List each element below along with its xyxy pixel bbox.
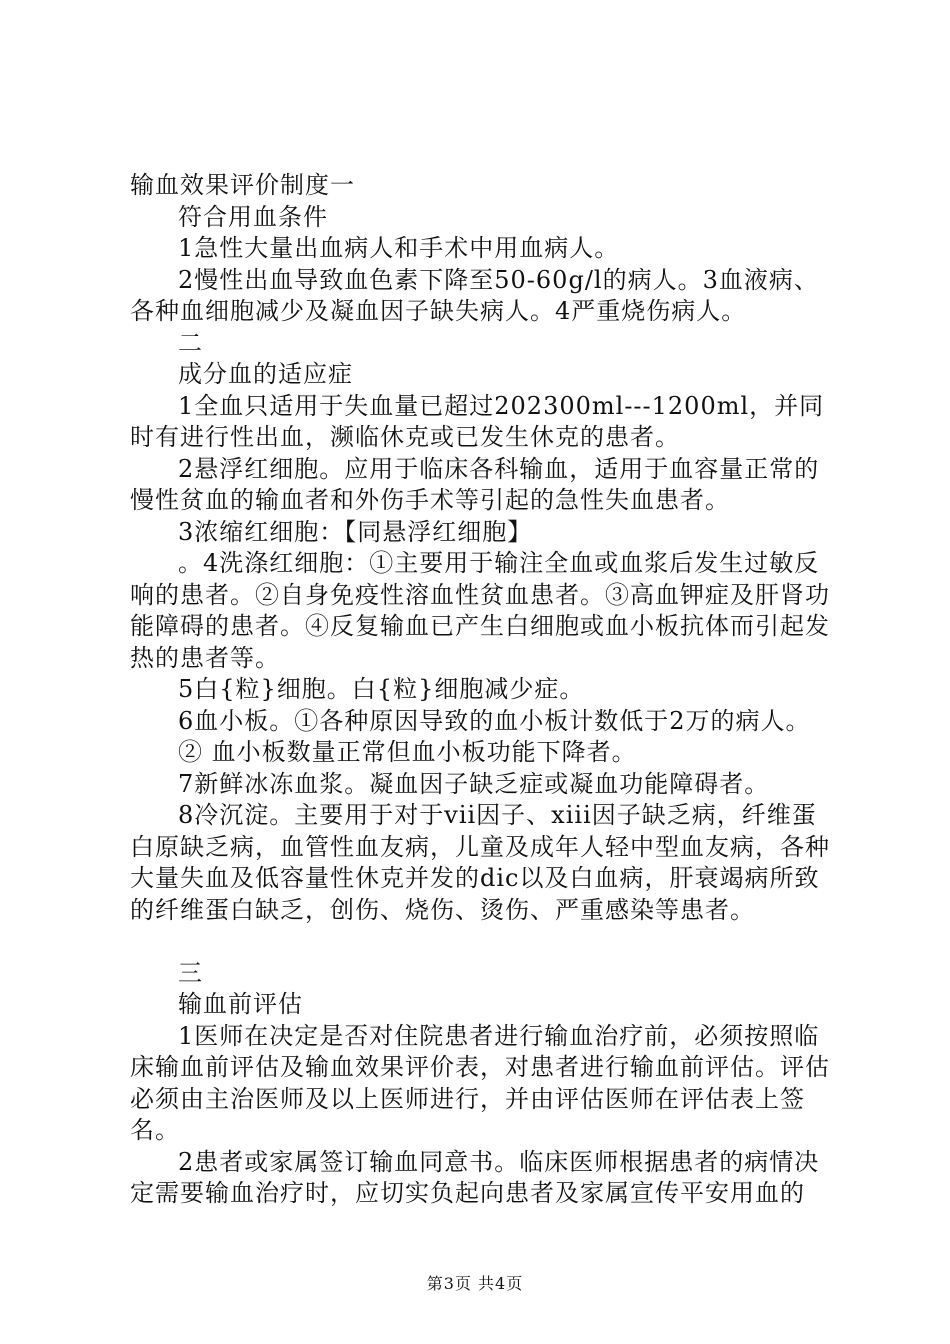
section-heading: 输血前评估 [178,990,303,1018]
paragraph: 1急性大量出血病人和手术中用血病人。 [178,234,620,262]
paragraph: 7新鲜冰冻血浆。凝血因子缺乏症或凝血功能障碍者。 [178,769,770,798]
section-heading: 成分血的适应症 [178,360,353,388]
document-body [130,170,830,1210]
paragraph: 8冷沉淀。主要用于对于vii因子、xiii因子缺乏病，纤维蛋白原缺乏病，血管性血友病，儿童及成年人轻中型血友病，各种大量失血及低容量性休克并发的dic以及白血病，肝衰竭病所致的纤维蛋白缺乏，创伤、烧伤、烫伤、严重感染等患者。 [130,801,830,924]
paragraph: 3浓缩红细胞：【同悬浮红细胞】 [178,517,533,546]
section-number: 三 [178,958,203,987]
paragraph: 2患者或家属签订输血同意书。临床医师根据患者的病情决定需要输血治疗时，应切实负起向患者及家属宣传平安用血的 [130,1147,820,1207]
page-footer: 第3页 共4页 [426,1274,524,1293]
paragraph: 5白{粒}细胞。白{粒}细胞减少症。 [178,675,585,703]
paragraph: ② 血小板数量正常但血小板功能下降者。 [178,738,637,766]
paragraph: 2悬浮红细胞。应用于临床各科输血，适用于血容量正常的慢性贫血的输血者和外伤手术等引起的急性失血患者。 [130,454,820,514]
paragraph: 1全血只适用于失血量已超过202300ml---1200ml，并同时有进行性出血，濒临休克或已发生休克的患者。 [130,391,825,451]
paragraph: 。4洗涤红细胞：①主要用于输注全血或血浆后发生过敏反响的患者。②自身免疫性溶血性贫血患者。③高血钾症及肝肾功能障碍的患者。④反复输血已产生白细胞或血小板抗体而引起发热的患者等。 [130,549,830,672]
paragraph: 6血小板。①各种原因导致的血小板计数低于2万的病人。 [178,706,811,735]
document-title: 输血效果评价制度一 [130,171,355,199]
paragraph: 符合用血条件 [178,202,328,231]
paragraph: 2慢性出血导致血色素下降至50-60g/l的病人。3血液病、各种血细胞减少及凝血因子缺失病人。4严重烧伤病人。 [130,265,819,325]
paragraph: 1医师在决定是否对住院患者进行输血治疗前，必须按照临床输血前评估及输血效果评价表，对患者进行输血前评估。评估必须由主治医师及以上医师进行，并由评估医师在评估表上签名。 [130,1021,830,1144]
section-number: 二 [178,328,203,357]
